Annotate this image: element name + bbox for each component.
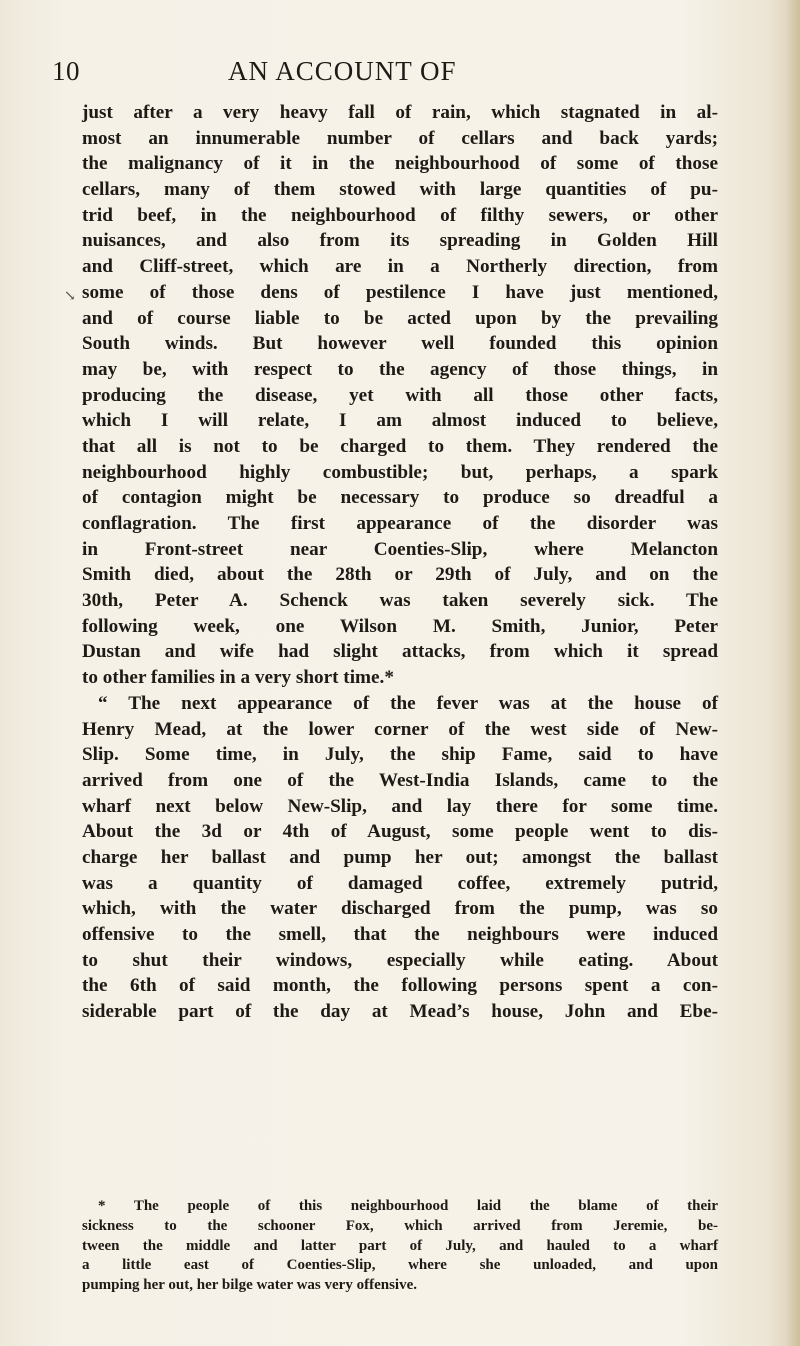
- text-line: offensive to the smell, that the neighbours were induced: [82, 924, 718, 945]
- footnote-line: * The people of this neighbourhood laid the blame of their: [98, 1198, 718, 1214]
- text-line: wharf next below New-Slip, and lay there for some time.: [82, 795, 718, 817]
- text-line: Henry Mead, at the lower corner of the west side of New-: [82, 718, 718, 740]
- footnote: [82, 1197, 718, 1296]
- text-line: which, with the water discharged from the pump, was so: [82, 898, 718, 920]
- text-line: “ The next appearance of the fever was at the house of: [98, 692, 718, 714]
- text-line: of contagion might be necessary to produce so dreadful a: [82, 487, 718, 509]
- footnote-line: pumping her out, her bilge water was very offensive.: [82, 1277, 417, 1294]
- text-line: producing the disease, yet with all those other facts,: [82, 384, 718, 406]
- text-line: trid beef, in the neighbourhood of filthy sewers, or other: [82, 204, 718, 226]
- text-line: About the 3d or 4th of August, some people went to dis-: [82, 821, 718, 843]
- running-title: AN ACCOUNT OF: [228, 56, 457, 86]
- text-line: and Cliff-street, which are in a Northerly direction, from: [82, 256, 718, 278]
- text-line: charge her ballast and pump her out; amongst the ballast: [82, 846, 718, 868]
- text-line: to other families in a very short time.*: [82, 667, 394, 689]
- page-number: 10: [52, 56, 80, 86]
- text-line: most an innumerable number of cellars and back yards;: [82, 127, 718, 149]
- text-line: arrived from one of the West-India Islands, came to the: [82, 769, 718, 791]
- text-line: Dustan and wife had slight attacks, from which it spread: [82, 641, 718, 663]
- text-line: siderable part of the day at Mead’s house, John and Ebe-: [82, 1001, 718, 1023]
- text-line: conflagration. The first appearance of the disorder was: [82, 513, 718, 534]
- text-line: that all is not to be charged to them. They rendered the: [82, 435, 718, 457]
- text-line: to shut their windows, especially while eating. About: [82, 949, 718, 971]
- text-line: neighbourhood highly combustible; but, perhaps, a spark: [82, 461, 718, 483]
- text-line: following week, one Wilson M. Smith, Junior, Peter: [82, 615, 718, 637]
- text-line: and of course liable to be acted upon by the prevailing: [82, 307, 718, 329]
- text-line: which I will relate, I am almost induced to believe,: [82, 410, 718, 432]
- text-line: Slip. Some time, in July, the ship Fame, said to have: [82, 744, 718, 766]
- text-line: 30th, Peter A. Schenck was taken severely sick. The: [82, 590, 718, 612]
- text-line: may be, with respect to the agency of those things, in: [82, 358, 718, 380]
- page-edge: [786, 0, 800, 1346]
- text-line: the malignancy of it in the neighbourhood of some of those: [82, 153, 718, 175]
- footnote-line: tween the middle and latter part of July, and hauled to a wharf: [82, 1237, 718, 1254]
- text-line: the 6th of said month, the following persons spent a con-: [82, 975, 718, 997]
- page-header: [52, 56, 772, 96]
- text-line: Smith died, about the 28th or 29th of July, and on the: [82, 564, 718, 586]
- footnote-line: a little east of Coenties-Slip, where she unloaded, and upon: [82, 1257, 718, 1274]
- text-line: cellars, many of them stowed with large quantities of pu-: [82, 179, 718, 201]
- text-line: just after a very heavy fall of rain, which stagnated in al-: [82, 102, 718, 123]
- text-line: nuisances, and also from its spreading in Golden Hill: [82, 230, 718, 252]
- margin-mark: ↘: [64, 289, 76, 304]
- footnote-line: sickness to the schooner Fox, which arrived from Jeremie, be-: [82, 1217, 718, 1234]
- text-line: was a quantity of damaged coffee, extremely putrid,: [82, 872, 718, 894]
- text-line: South winds. But however well founded this opinion: [82, 333, 718, 355]
- text-line: some of those dens of pestilence I have just mentioned,: [82, 281, 718, 303]
- body-text: [82, 100, 718, 1025]
- text-line: in Front-street near Coenties-Slip, where Melancton: [82, 538, 718, 560]
